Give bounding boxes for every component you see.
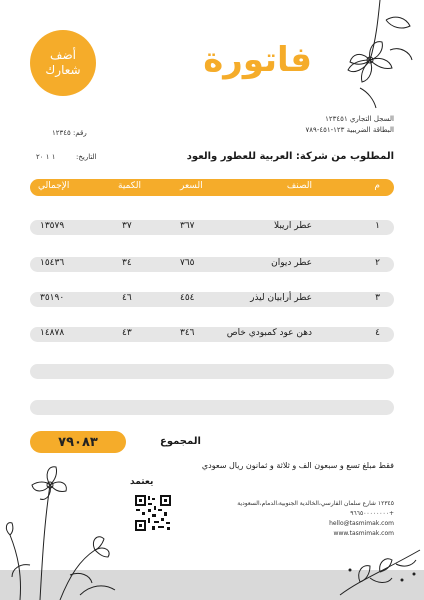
row-no: ٢: [375, 258, 380, 268]
col-item: الصنف: [286, 181, 312, 191]
commercial-register: السجل التجاري ١٢٣٤٥١: [325, 115, 394, 123]
qr-code-icon: [134, 494, 172, 532]
row-item: عطر اريبلا: [273, 221, 312, 231]
row-total: ١٥٤٣٦: [40, 258, 65, 268]
approve-label: يعتمد: [130, 477, 154, 487]
row-total: ٣٥١٩٠: [40, 293, 65, 303]
row-qty: ٤٦: [122, 293, 132, 303]
row-price: ٤٥٤: [180, 293, 195, 303]
row-price: ٣٤٦: [180, 328, 195, 338]
phone: +٩٦٦٥٠٠٠٠٠٠٠٠: [350, 510, 394, 517]
logo-line2: شعارك: [45, 63, 81, 77]
invoice-date-label: التاريخ:: [76, 153, 97, 161]
leaf-illustration-bottom: [330, 540, 424, 600]
flower-illustration-bottom: [0, 445, 130, 600]
row-item: عطر ديوان: [271, 258, 312, 268]
row-item: عطر أرابيان ليذر: [250, 293, 312, 303]
row-qty: ٣٧: [122, 221, 132, 231]
flower-illustration-top: [340, 0, 420, 110]
address: ١٢٣٤٥ شارع سلمان الفارسي،الخالدية الجنوبية،الدمام،السعودية: [237, 500, 394, 507]
row-no: ٤: [375, 328, 380, 338]
col-price: السعر: [180, 181, 203, 191]
table-row: [30, 220, 394, 235]
row-no: ٣: [375, 293, 380, 303]
row-total: ١٤٨٧٨: [40, 328, 65, 338]
email[interactable]: hello@tasmimak.com: [329, 520, 394, 527]
row-item: دهن عود كمبودي خاص: [226, 328, 312, 338]
table-header: [30, 179, 394, 196]
col-total: الإجمالي: [38, 181, 70, 191]
total-value: ٧٩٠٨٣: [30, 431, 126, 453]
col-qty: الكمية: [118, 181, 141, 191]
table-row: [30, 327, 394, 342]
row-price: ٧٦٥: [180, 258, 195, 268]
invoice-number: رقم: ١٢٣٤٥: [52, 129, 87, 137]
row-qty: ٣٤: [122, 258, 132, 268]
col-no: م: [374, 181, 380, 191]
invoice-date-value: ١ ١ ٢٠: [36, 153, 56, 161]
amount-in-words: فقط مبلغ تسع و سبعون الف و ثلاثة و ثمانون ريال سعودي: [201, 461, 394, 470]
website[interactable]: www.tasmimak.com: [333, 530, 394, 537]
tax-card: البطاقة الضريبية ١٢٣-٤٥١-٧٨٩: [305, 126, 394, 134]
bill-to: المطلوب من شركة: العربية للعطور والعود: [186, 151, 394, 162]
table-row: [30, 257, 394, 272]
logo-placeholder[interactable]: [30, 30, 96, 96]
table-row: [30, 292, 394, 307]
row-qty: ٤٣: [122, 328, 132, 338]
row-no: ١: [375, 221, 380, 231]
empty-row: [30, 364, 394, 379]
row-total: ١٣٥٧٩: [40, 221, 65, 231]
empty-row: [30, 400, 394, 415]
row-price: ٣٦٧: [180, 221, 195, 231]
logo-line1: أضف: [50, 48, 76, 62]
total-label: المجموع: [160, 436, 201, 447]
invoice-title: فاتورة: [203, 40, 312, 80]
